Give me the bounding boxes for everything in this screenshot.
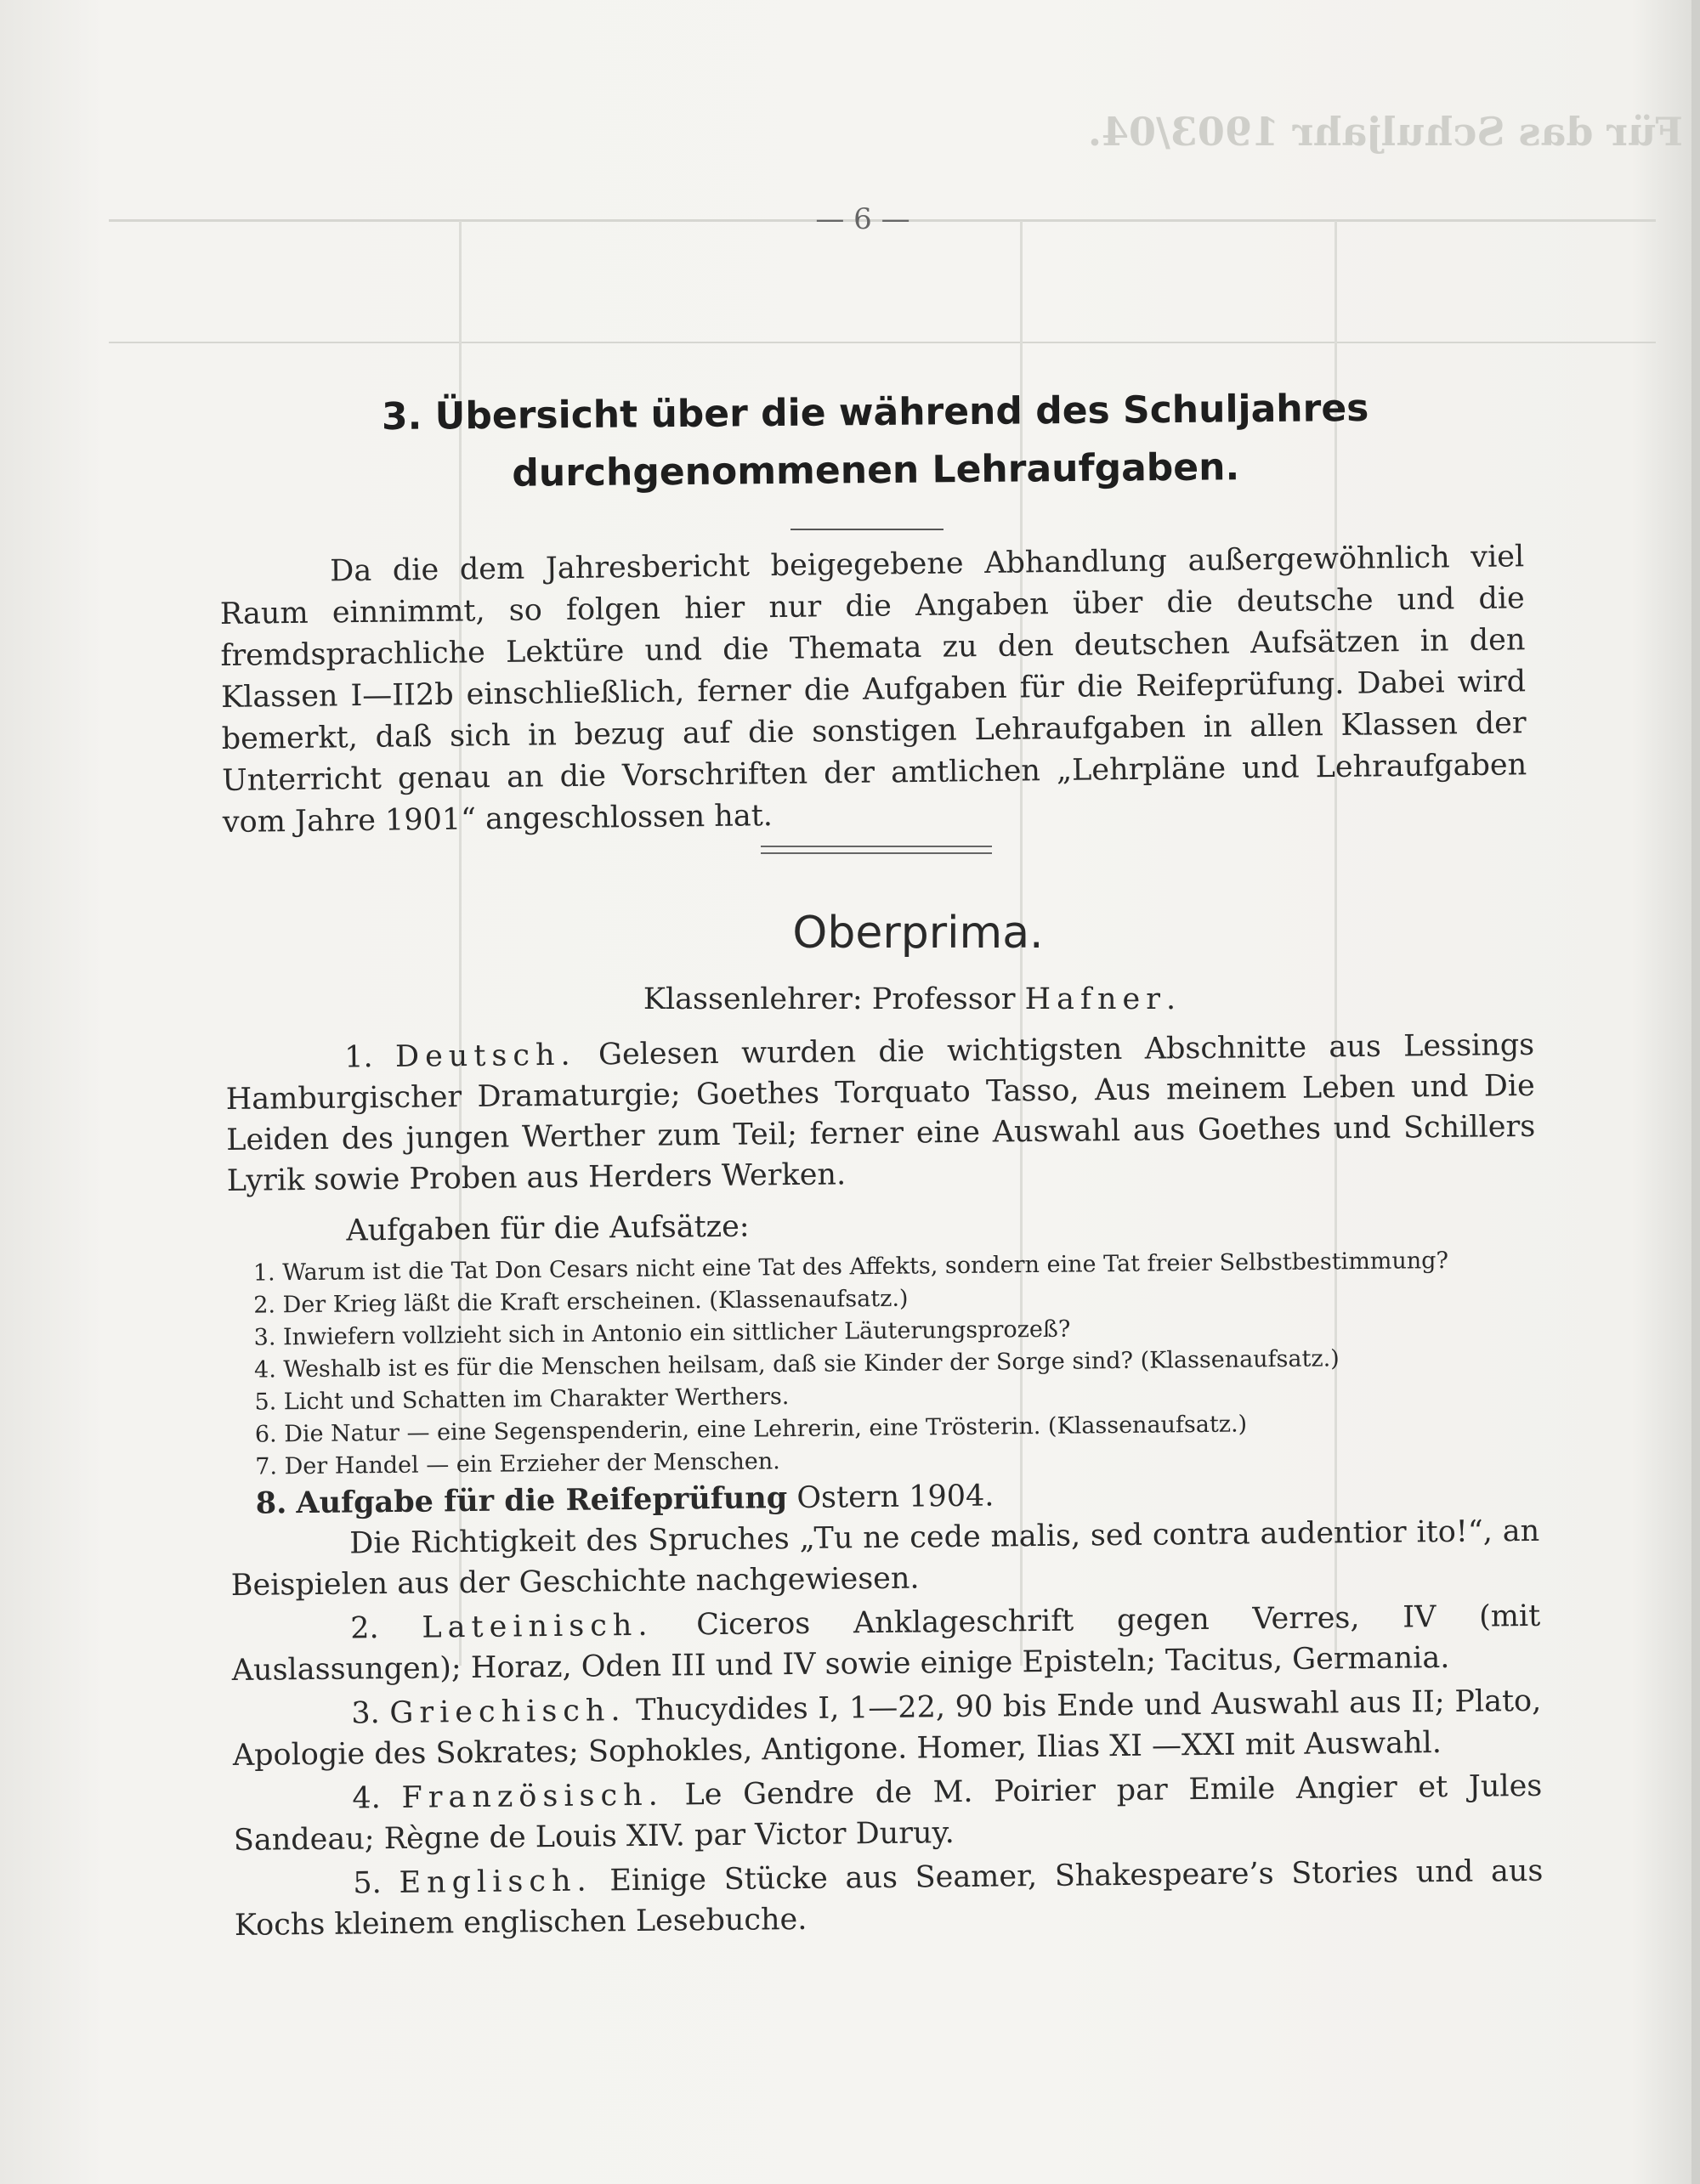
section-divider: [761, 846, 992, 854]
reife-number: 8.: [255, 1485, 287, 1521]
subject-englisch: [234, 1851, 1544, 1946]
subject-number: 1.: [344, 1040, 373, 1075]
page-edge: [1692, 0, 1700, 2184]
essay-topic: 1. Warum ist die Tat Don Cesars nicht eine Tat des Affekts, sondern eine Tat freier Selbstbestimmung?: [252, 1247, 1449, 1287]
teacher-name: Hafner: [1024, 982, 1166, 1016]
page-number: — 6 —: [815, 202, 910, 236]
subject-lateinisch: [231, 1596, 1541, 1691]
subject-griechisch: [232, 1681, 1542, 1776]
bleed-through-rule: [109, 342, 1656, 343]
subject-text: Ciceros Anklageschrift gegen Verres, IV (mit Auslassungen); Horaz, Oden III und IV sowie einige Episteln; Tacitus, Germania.: [231, 1598, 1541, 1688]
subject-name: Englisch.: [399, 1864, 592, 1900]
intro-text: Da die dem Jahresbericht beigegebene Abhandlung außergewöhnlich viel Raum einnimmt, so folgen hier nur die Angaben über die deutsche und die fremdsprachliche Lektüre und die Themata zu den deutschen Aufsätzen in den Klassen I—II2b einschließlich, ferner die Aufgaben für die Reifeprüfung. Dabei wird bemerkt, daß sich in bezug auf die sonstigen Lehraufgaben in allen Klassen der Unterricht genau an die Vorschriften der amtlichen „Lehrpläne und Lehraufgaben vom Jahre 1901“ angeschlossen hat.: [219, 540, 1527, 840]
essay-topic: 2. Der Krieg läßt die Kraft erscheinen. (Klassenaufsatz.): [253, 1285, 909, 1319]
section-title-line-2: durchgenommenen Lehraufgaben.: [512, 445, 1240, 495]
subject-text: Thucydides I, 1—22, 90 bis Ende und Auswahl aus II; Plato, Apologie des Sokrates; Sophokles, Antigone. Homer, Ilias XI —XXI mit Auswahl.: [232, 1683, 1542, 1773]
subject-number: 4.: [352, 1781, 381, 1816]
subject-name: Lateinisch.: [422, 1608, 654, 1645]
section-title: [280, 379, 1470, 505]
title-rule: [790, 529, 944, 530]
teacher-end: .: [1166, 982, 1176, 1016]
subject-name: Griechisch.: [389, 1694, 626, 1731]
essay-topic: 6. Die Natur — eine Segenspenderin, eine Lehrerin, eine Trösterin. (Klassenaufsatz.): [254, 1411, 1248, 1448]
essay-topic: 7. Der Handel — ein Erzieher der Menschen.: [255, 1448, 780, 1480]
lesson-content: [225, 1025, 1544, 1946]
reife-label: Aufgabe für die Reifeprüfung: [296, 1480, 788, 1521]
class-teacher: [510, 982, 1309, 1016]
class-heading: Oberprima.: [792, 908, 1044, 959]
essay-topic: 4. Weshalb ist es für die Menschen heilsam, daß sie Kinder der Sorge sind? (Klassenaufsatz.): [253, 1345, 1340, 1383]
subject-name: Französisch.: [401, 1778, 664, 1815]
subject-franzoesisch: [233, 1766, 1543, 1861]
subject-name: Deutsch.: [394, 1038, 576, 1074]
essay-topics-heading: Aufgaben für die Aufsätze:: [346, 1209, 750, 1248]
subject-text: Gelesen wurden die wichtigsten Abschnitte aus Lessings Hamburgischer Dramaturgie; Goethes Torquato Tasso, Aus meinem Leben und Die Leiden des jungen Werther zum Teil; ferner eine Auswahl aus Goethes und Schillers Lyrik sowie Proben aus Herders Werken.: [225, 1027, 1536, 1198]
subject-deutsch: [225, 1025, 1536, 1202]
subject-number: 3.: [351, 1696, 380, 1731]
teacher-label: Klassenlehrer: Professor: [643, 982, 1016, 1016]
subject-text: Le Gendre de M. Poirier par Emile Angier et Jules Sandeau; Règne de Louis XIV. par Victor Duruy.: [233, 1768, 1543, 1858]
reife-date: Ostern 1904.: [796, 1479, 994, 1515]
reife-task: Die Richtigkeit des Spruches „Tu ne cede malis, sed contra audentior ito!“, an Beispielen aus der Geschichte nachgewiesen.: [230, 1514, 1540, 1603]
subject-number: 5.: [353, 1866, 382, 1901]
essay-topic: 5. Licht und Schatten im Charakter Werthers.: [254, 1383, 790, 1416]
intro-paragraph: [219, 536, 1527, 844]
subject-text: Einige Stücke aus Seamer, Shakespeare’s Stories und aus Kochs kleinem englischen Lesebuche.: [234, 1853, 1544, 1943]
section-title-line-1: 3. Übersicht über die während des Schuljahres: [381, 386, 1369, 439]
subject-number: 2.: [350, 1611, 379, 1646]
bleed-through-header: Für das Schuljahr 1903/04.: [1088, 109, 1684, 155]
essay-topic: 3. Inwiefern vollzieht sich in Antonio ein sittlicher Läuterungsprozeß?: [253, 1315, 1071, 1351]
essay-topic-list: [228, 1244, 1539, 1484]
